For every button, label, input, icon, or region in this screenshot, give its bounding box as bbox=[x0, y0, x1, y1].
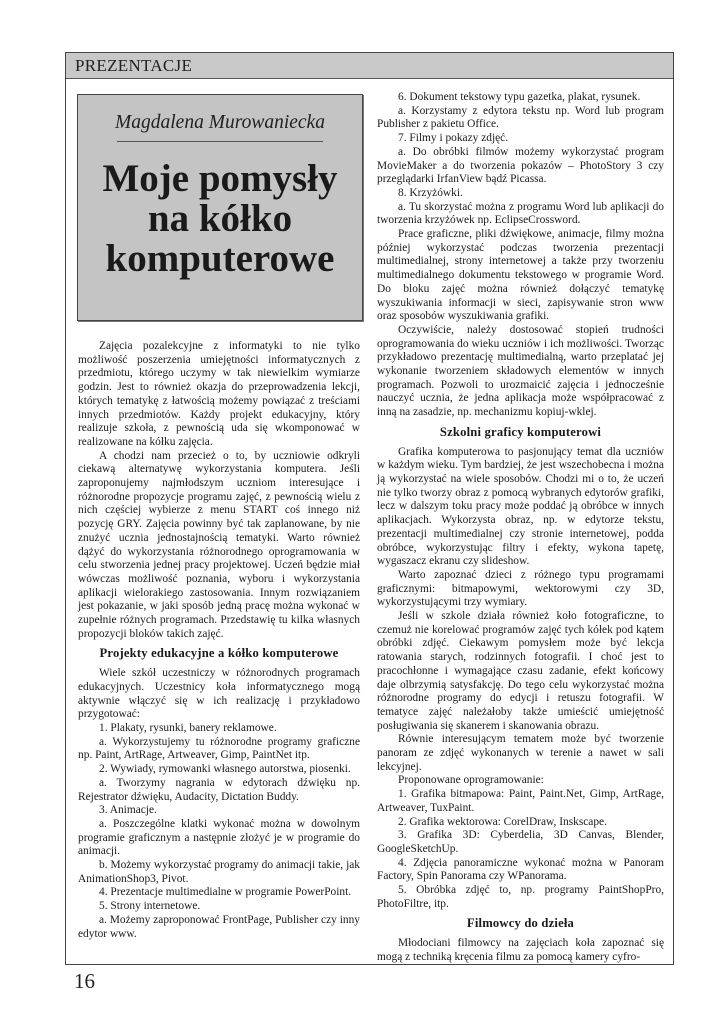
author-divider bbox=[117, 141, 323, 142]
paragraph: Jeśli w szkole działa również koło fotograficzne, to czemuż nie korelować programów zajęć tych kółek pod kątem obróbki zdjęć. Ciekawym pomysłem może być lekcja ratowania starych, rodzinnych fotografii. I choć jest to pracochłonne i wymagające czasu zadanie, efekt końcowy daje olbrzymią satysfakcję. Do tego celu wykorzystać można różnorodne programy do edycji i retuszu fotografii. W tematyce zajęć należałoby także umieścić umiejętność posługiwania się skanerem i skanowania obrazu. bbox=[377, 610, 664, 732]
list-item: 3. Grafika 3D: Cyberdelia, 3D Canvas, Blender, GoogleSketchUp. bbox=[377, 829, 664, 855]
section-header-bar bbox=[66, 53, 673, 79]
list-item: a. Do obróbki filmów możemy wykorzystać program MovieMaker a do tworzenia pokazów – PhotoStory 3 czy przeglądarki IrfanView bądź Picassa. bbox=[377, 145, 664, 186]
list-item: 2. Wywiady, rymowanki własnego autorstwa, piosenki. bbox=[99, 763, 351, 776]
section-heading: Filmowcy do dzieła bbox=[466, 916, 575, 931]
page-frame bbox=[65, 52, 674, 965]
title-line: komputerowe bbox=[105, 237, 335, 280]
list-item: a. Poszczególne klatki wykonać można w dowolnym programie graficznym a następnie złożyć je w programie do animacji. bbox=[78, 817, 360, 858]
paragraph: Proponowane oprogramowanie: bbox=[398, 774, 544, 787]
paragraph: Zajęcia pozalekcyjne z informatyki to nie tylko możliwość poszerzenia umiejętności informatycznych z przedmiotu, którego uczymy w tak niewielkim wymiarze godzin. Jest to również okazja do przeprowadzenia lekcji, których tematykę z łatwością możemy powiązać z treściami innych przedmiotów. Każdy projekt edukacyjny, który realizuje szkoła, z pewnością uda się wkomponować w realizowane na kółku zajęcia. bbox=[78, 340, 360, 448]
list-item: 6. Dokument tekstowy typu gazetka, plakat, rysunek. bbox=[398, 91, 641, 103]
page-number: 16 bbox=[74, 969, 95, 993]
article-author: Magdalena Murowaniecka bbox=[115, 112, 325, 133]
list-item: 2. Grafika wektorowa: CorelDraw, Inskscape. bbox=[398, 815, 607, 828]
list-item: b. Możemy wykorzystać programy do animacji takie, jak AnimationShop3, Pivot. bbox=[78, 859, 360, 885]
paragraph: Młodociani filmowcy na zajęciach koła zapoznać się mogą z techniką kręcenia filmu za pomocą kamery cyfro- bbox=[377, 937, 664, 963]
list-item: 7. Filmy i pokazy zdjęć. bbox=[398, 132, 509, 145]
list-item: 8. Krzyżówki. bbox=[398, 186, 463, 199]
list-item: a. Korzystamy z edytora tekstu np. Word lub program Publisher z pakietu Office. bbox=[377, 104, 664, 131]
list-item: a. Możemy zaproponować FrontPage, Publisher czy inny edytor www. bbox=[78, 913, 360, 940]
section-heading: Szkolni graficy komputerowi bbox=[439, 424, 602, 439]
paragraph: Prace graficzne, pliki dźwiękowe, animacje, filmy można później wykorzystać podczas tworzenia prezentacji multimedialnej, strony internetowej a także przy tworzeniu multimedialnego dokumentu tekstowego w programie Word. Do bloku zajęć można również dołączyć tematykę wyszukiwania informacji w sieci, zapisywanie stron www oraz sposobów wyszukiwania grafiki. bbox=[377, 228, 664, 323]
list-item: 1. Plakaty, rysunki, banery reklamowe. bbox=[99, 721, 277, 734]
list-item: 1. Grafika bitmapowa: Paint, Paint.Net, Gimp, ArtRage, Artweaver, TuxPaint. bbox=[377, 788, 664, 814]
article-title bbox=[78, 159, 362, 279]
section-heading: Projekty edukacyjne a kółko komputerowe bbox=[99, 646, 339, 661]
list-item: 4. Zdjęcia panoramiczne wykonać można w Panoram Factory, Spin Panorama czy WPanorama. bbox=[377, 856, 664, 883]
section-header-label: PREZENTACJE bbox=[75, 56, 193, 75]
title-line: Moje pomysły bbox=[102, 157, 338, 200]
list-item: 3. Animacje. bbox=[99, 804, 157, 817]
title-line: na kółko bbox=[147, 197, 293, 240]
list-item: a. Tworzymy nagrania w edytorach dźwięku np. Rejestrator dźwięku, Audacity, Dictation Buddy. bbox=[78, 776, 360, 803]
list-item: 5. Obróbka zdjęć to, np. programy PaintShopPro, PhotoFiltre, itp. bbox=[377, 884, 664, 910]
list-item: a. Wykorzystujemy tu różnorodne programy graficzne np. Paint, ArtRage, Artweaver, Gimp, PaintNet itp. bbox=[78, 735, 360, 762]
article-title-box bbox=[77, 94, 363, 321]
left-column bbox=[78, 340, 360, 941]
paragraph: A chodzi nam przecież o to, by uczniowie odkryli ciekawą alternatywę wykorzystania komputera. Jeśli zaproponujemy najmłodszym uczniom interesujące i różnorodne propozycje programu zajęć, z pewnością wielu z nich częściej wybierze z menu START coś innego niż pozycję GRY. Zajęcia powinny być tak zaplanowane, by nie znużyć ucznia jednostajnością tematyki. Warto również dążyć do wykorzystania różnorodnego oprogramowania w celu stworzenia jednej pracy projektowej. Uczeń będzie miał wówczas możliwość poznania, wyboru i wykorzystania aplikacji wielorakiego zastosowania. Innym rozwiązaniem jest pokazanie, w jaki sposób jedną pracę można wykonać w zupełnie różnych programach. Przedstawię tu kilka własnych propozycji bloków takich zajęć. bbox=[78, 449, 360, 640]
list-item: 5. Strony internetowe. bbox=[99, 900, 201, 913]
list-item: 4. Prezentacje multimedialne w programie PowerPoint. bbox=[99, 886, 352, 899]
paragraph: Warto zapoznać dzieci z różnego typu programami graficznymi: bitmapowymi, wektorowymi czy 3D, wykorzystującymi trzy wymiary. bbox=[377, 568, 664, 609]
paragraph: Równie interesującym tematem może być tworzenie panoram ze zdjęć wykonanych w terenie a nawet w sali lekcyjnej. bbox=[377, 733, 664, 773]
right-column bbox=[377, 91, 664, 965]
paragraph: Wiele szkół uczestniczy w różnorodnych programach edukacyjnych. Uczestnicy koła informatycznego mogą aktywnie włączyć się w ich realizację i przykładowo przygotować: bbox=[78, 667, 360, 721]
paragraph: Grafika komputerowa to pasjonujący temat dla uczniów w każdym wieku. Tym bardziej, że jest wszechobecna i można ją wykorzystać na wiele sposobów. Chodzi mi o to, że uczeń nie tylko tworzy obraz z pomocą wybranych edytorów grafiki, lecz w dalszym toku pracy może poddać ją obróbce w innych aplikacjach. Wykorzysta obraz, np. w edytorze tekstu, prezentacji multimedialnej czy stronie internetowej, podda obróbce, wykorzystując filtry i efekty, wykona tapetę, wygaszacz ekranu czy slideshow. bbox=[377, 445, 664, 568]
paragraph: Oczywiście, należy dostosować stopień trudności oprogramowania do wieku uczniów i ich możliwości. Tworząc przykładowo prezentację multimedialną, warto przeplatać jej wykonanie tworzeniem składowych elementów w innych programach. Pozwoli to urozmaicić zajęcia i jednocześnie nauczyć ucznia, że jedna aplikacja może współpracować z inną na zasadzie, np. mechanizmu kopiuj-wklej. bbox=[377, 323, 664, 419]
list-item: a. Tu skorzystać można z programu Word lub aplikacji do tworzenia krzyżówek np. EclipseCrossword. bbox=[377, 200, 664, 227]
